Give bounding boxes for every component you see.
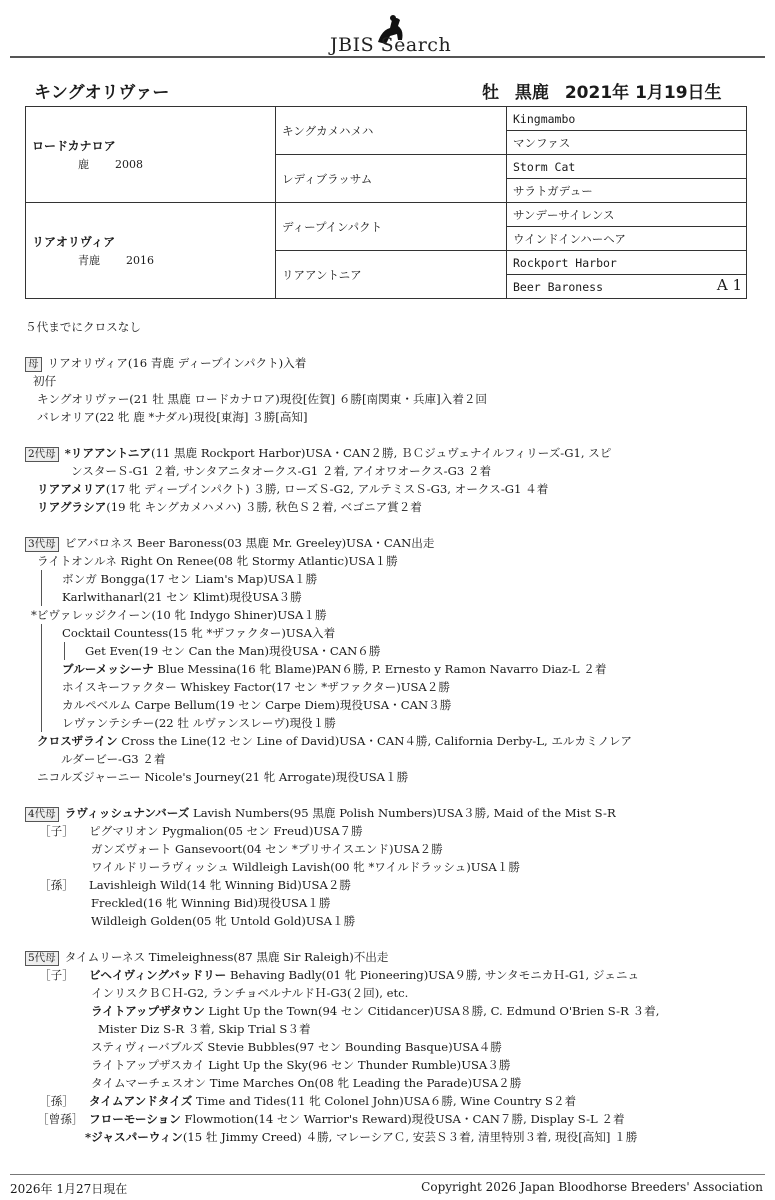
horse-link[interactable]: クロスザライン [37, 734, 118, 748]
offspring-line[interactable]: Cocktail Countess(15 牝 *ザファクター)USA入着 [62, 626, 336, 640]
g2dam-line: リアグラシア(19 牝 キングカメハメハ) ３勝, 秋色Ｓ２着, ベゴニア賞２着 [37, 500, 422, 514]
offspring-line[interactable]: レヴァンテシチー(22 牡 ルヴァンスレーヴ)現役１勝 [62, 716, 336, 730]
horse-link[interactable]: ラヴィッシュナンバーズ [64, 806, 190, 820]
dam-heading: 母 リアオリヴィア(16 青鹿 ディープインパクト)入着 [25, 354, 755, 372]
g5dam-heading: 5代母 タイムリーネス Timeleighness(87 黒鹿 Sir Raleigh)不出走 [25, 948, 755, 966]
offspring-line[interactable]: Wildleigh Golden(05 牝 Untold Gold)USA１勝 [91, 914, 356, 928]
offspring-line: ライトアップザタウン Light Up the Town(94 セン Citidancer)USA８勝, C. Edmund O'Brien S-R ３着, [91, 1004, 660, 1018]
horse-link[interactable]: ブルーメッシーナ [62, 662, 154, 676]
inbreeding-note: ５代までにクロスなし [25, 320, 141, 334]
pedigree-g3-cell[interactable]: Kingmambo [507, 107, 747, 131]
sire-color: 鹿 [78, 158, 89, 171]
horse-link[interactable]: リアアメリア [37, 482, 106, 496]
horse-color: 黒鹿 [514, 83, 549, 103]
offspring-line[interactable]: Get Even(19 セン Can the Man)現役USA・CAN６勝 [85, 644, 381, 658]
horse-link[interactable]: *ジャスパーウィン [85, 1130, 183, 1144]
pedigree-g2-cell[interactable]: リアアントニア [276, 251, 507, 299]
great-grandchild-label: ［曾孫］ [37, 1112, 84, 1126]
pedigree-g3-cell[interactable]: サラトガデュー [507, 179, 747, 203]
pedigree-table [25, 106, 747, 299]
pedigree-dam [26, 203, 276, 299]
descendant-branch [64, 642, 755, 660]
offspring-line: ［孫］ タイムアンドタイズ Time and Tides(11 牝 Colonel John)USA６勝, Wine Country S２着 [25, 1092, 755, 1110]
offspring-line[interactable]: ガンズヴォート Gansevoort(04 セン *ブリサイスエンド)USA２勝 [91, 842, 443, 856]
horse-link[interactable]: タイムアンドタイズ [89, 1094, 193, 1108]
pedigree-g3-cell[interactable]: マンファス [507, 131, 747, 155]
dam-color: 青鹿 [78, 254, 100, 267]
horse-sex: 牡 [482, 83, 499, 103]
offspring-line[interactable]: ワイルドリーラヴィッシュ Wildleigh Lavish(00 牝 *ワイルドラッシュ)USA１勝 [91, 860, 520, 874]
header-divider [10, 56, 765, 58]
offspring-line[interactable]: Freckled(16 牝 Winning Bid)現役USA１勝 [91, 896, 331, 910]
pedigree-g3-cell-last [507, 275, 747, 299]
horse-link[interactable]: リアグラシア [37, 500, 107, 514]
g3dam-heading: 3代母 ビアバロネス Beer Baroness(03 黒鹿 Mr. Greeley)USA・CAN出走 [25, 534, 755, 552]
section-tag: 3代母 [25, 537, 59, 552]
offspring-line: ブルーメッシーナ Blue Messina(16 牝 Blame)PAN６勝, P. Ernesto y Ramon Navarro Diaz-L ２着 [62, 662, 607, 676]
logo-text: JBIS Search [330, 34, 452, 56]
copyright: Copyright 2026 Japan Bloodhorse Breeders' Association [421, 1180, 763, 1194]
family-details [25, 318, 755, 1146]
sire-year: 2008 [115, 158, 143, 171]
horse-link[interactable]: *リアアントニア [64, 446, 151, 460]
descendant-branch [41, 570, 755, 606]
dam-name[interactable]: リアオリヴィア [32, 235, 116, 249]
section-tag: 2代母 [25, 447, 59, 462]
offspring-line[interactable]: カルペベルム Carpe Bellum(19 セン Carpe Diem)現役USA・CAN３勝 [62, 698, 452, 712]
offspring-line[interactable]: ボンガ Bongga(17 セン Liam's Map)USA１勝 [62, 572, 318, 586]
offspring-line[interactable]: ライトアップザスカイ Light Up the Sky(96 セン Thunder Rumble)USA３勝 [91, 1058, 511, 1072]
family-number: A 1 [716, 276, 742, 294]
g2dam-line-cont: ンスターＳ-G1 ２着, サンタアニタオークス-G1 ２着, アイオワオークス-G3 ２着 [71, 464, 492, 478]
descendant-branch [41, 624, 755, 732]
g2dam-line: リアアメリア(17 牝 ディープインパクト) ３勝, ローズＳ-G2, アルテミスＳ-G3, オークス-G1 ４着 [37, 482, 549, 496]
sire-name[interactable]: ロードカナロア [32, 139, 116, 153]
pedigree-g3-cell[interactable]: サンデーサイレンス [507, 203, 747, 227]
offspring-line[interactable]: タイムマーチェスオン Time Marches On(08 牝 Leading the Parade)USA２勝 [91, 1076, 522, 1090]
g4dam-heading: 4代母 ラヴィッシュナンバーズ Lavish Numbers(95 黒鹿 Polish Numbers)USA３勝, Maid of the Mist S-R [25, 804, 755, 822]
pedigree-sire [26, 107, 276, 203]
horse-name: キングオリヴァー [34, 83, 170, 103]
offspring-line: ［子］ ピグマリオン Pygmalion(05 セン Freud)USA７勝 [25, 822, 755, 840]
grandchild-label: ［孫］ [39, 1094, 74, 1108]
offspring-line[interactable]: Karlwithanarl(21 セン Klimt)現役USA３勝 [62, 590, 302, 604]
offspring-line-cont: インリスクＢＣＨ-G2, ランチョベルナルドＨ-G3(２回), etc. [91, 986, 409, 1000]
offspring-line: ［子］ ビヘイヴィングバッドリー Behaving Badly(01 牝 Pioneering)USA９勝, サンタモニカＨ-G1, ジェニュ [25, 966, 755, 984]
pedigree-g3-cell[interactable]: Rockport Harbor [507, 251, 747, 275]
dam-year: 2016 [126, 254, 154, 267]
section-tag: 母 [25, 357, 42, 372]
pedigree-g3-name[interactable]: Beer Baroness [513, 279, 604, 294]
horse-birth: 2021年 1月19日生 [564, 83, 722, 103]
offspring-line[interactable]: スティヴィーバブルズ Stevie Bubbles(97 セン Bounding Basque)USA４勝 [91, 1040, 502, 1054]
offspring-line[interactable]: *ビヴァレッジクイーン(10 牝 Indygo Shiner)USA１勝 [31, 608, 327, 622]
section-tag: 4代母 [25, 807, 59, 822]
section-tag: 5代母 [25, 951, 59, 966]
offspring-line: ［曾孫］ フローモーション Flowmotion(14 セン Warrior's Reward)現役USA・CAN７勝, Display S-L ２着 [25, 1110, 755, 1128]
pedigree-g2-cell[interactable]: ディープインパクト [276, 203, 507, 251]
pedigree-g2-cell[interactable]: キングカメハメハ [276, 107, 507, 155]
child-label: ［子］ [39, 824, 74, 838]
as-of-date: 2026年 1月27日現在 [10, 1182, 128, 1196]
grandchild-label: ［孫］ [39, 878, 74, 892]
horse-link[interactable]: ライトアップザタウン [91, 1004, 205, 1018]
horse-profile [482, 78, 732, 103]
child-label: ［子］ [39, 968, 74, 982]
site-logo[interactable] [0, 6, 775, 56]
pedigree-g3-cell[interactable]: ウインドインハーヘア [507, 227, 747, 251]
horse-link[interactable]: フローモーション [89, 1112, 181, 1126]
offspring-line[interactable]: キングオリヴァー(21 牡 黒鹿 ロードカナロア)現役[佐賀] ６勝[南関東・兵庫]入着２回 [37, 392, 488, 406]
offspring-line[interactable]: ホイスキーファクター Whiskey Factor(17 セン *ザファクター)USA２勝 [62, 680, 450, 694]
pedigree-g2-cell[interactable]: レディブラッサム [276, 155, 507, 203]
g2dam-line: 2代母 *リアアントニア(11 黒鹿 Rockport Harbor)USA・CAN２勝, ＢＣジュヴェナイルフィリーズ-G1, スピ [25, 444, 755, 462]
offspring-line[interactable]: ニコルズジャーニー Nicole's Journey(21 牝 Arrogate)現役USA１勝 [37, 770, 409, 784]
footer-divider [10, 1174, 765, 1175]
horse-link[interactable]: ビヘイヴィングバッドリー [89, 968, 227, 982]
pedigree-g3-cell[interactable]: Storm Cat [507, 155, 747, 179]
offspring-line-cont: ルダービー-G3 ２着 [61, 752, 166, 766]
dam-note: 初仔 [33, 374, 57, 388]
offspring-line: ［孫］ Lavishleigh Wild(14 牝 Winning Bid)USA２勝 [25, 876, 755, 894]
offspring-line[interactable]: ライトオンルネ Right On Renee(08 牝 Stormy Atlantic)USA１勝 [37, 554, 398, 568]
offspring-line: *ジャスパーウィン(15 牡 Jimmy Creed) ４勝, マレーシアＣ, 安芸Ｓ３着, 清里特別３着, 現役[高知] １勝 [85, 1130, 638, 1144]
offspring-line[interactable]: バレオリア(22 牝 鹿 *ナダル)現役[東海] ３勝[高知] [37, 410, 308, 424]
offspring-line: クロスザライン Cross the Line(12 セン Line of David)USA・CAN４勝, California Derby-L, エルカミノレア [37, 734, 633, 748]
offspring-line-cont: Mister Diz S-R ３着, Skip Trial S３着 [98, 1022, 311, 1036]
